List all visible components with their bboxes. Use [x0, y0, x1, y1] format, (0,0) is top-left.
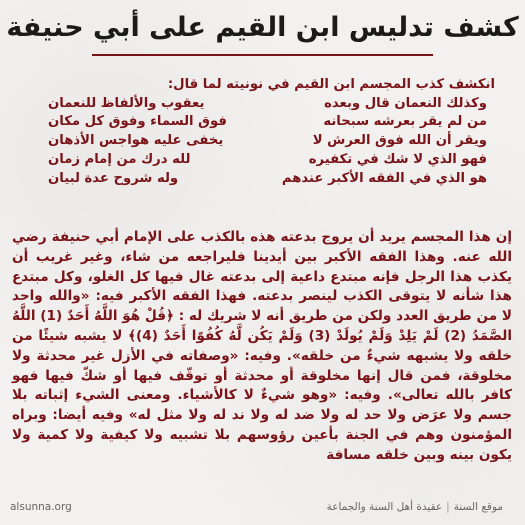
poem-intro: انكشف كذب المجسم ابن القيم في نونيته لما قال:	[167, 77, 495, 92]
poem-verse	[10, 170, 515, 189]
poem-verse	[10, 95, 515, 114]
verse-first-hemistich: ويقر أن الله فوق العرش لا	[312, 133, 487, 149]
verse-second-hemistich: يخفى عليه هواجس الأذهان	[48, 133, 224, 149]
footer-site-link[interactable]: alsunna.org	[10, 501, 72, 513]
body-paragraph: إن هذا المجسم يريد أن يروج بدعته هذه بالكذب على الإمام أبي حنيفة رضي الله عنه. وهذا الفقه الأكبر بين أيدينا فليراجعه من شاء، وغير غريب أن يكذب هذا الرجل فإنه مبتدع داعية إلى بدعته غال فيها كل الغلو، وكل مبتدع هذا شأنه لا يتوقى الكذب لينصر بدعته. فهذا الفقه الأكبر فيه: «والله واحد لا من طريق العدد ولكن من طريق أنه لا شريك له : ﴿قُلْ هُوَ اللَّهُ أَحَدٌ (1) اللَّهُ الصَّمَدُ (2) لَمْ يَلِدْ وَلَمْ يُولَدْ (3) وَلَمْ يَكُن لَّهُ كُفُوًا أَحَدٌ (4)﴾ لا يشبه شيئًا من خلقه ولا يشبهه شيءٌ من خلقه». وفيه: «وصفاته في الأزل غير محدثة ولا مخلوقة، فمن قال إنها مخلوقة أو محدثة أو توقّف فيها أو شكّ فيها فهو كافر بالله تعالى». وفيه: «وهو شيءٌ لا كالأشياء. ومعنى الشيء إثباته بلا جسم ولا عرَض ولا حد له ولا ضد له ولا ند له ولا مثل له» وفيه أيضا: وبراه المؤمنون وهم في الجنة بأعين رؤوسهم بلا تشبيه ولا كيفية ولا كمية ولا يكون بينه وبين خلقه مسافة	[12, 229, 513, 463]
verse-first-hemistich: هو الذي في الفقه الأكبر عندهم	[281, 170, 487, 186]
site-name: موقع السنة	[453, 501, 503, 513]
verse-second-hemistich: لله درك من إمام زمان	[48, 151, 191, 167]
verse-second-hemistich: يعقوب والألفاظ للنعمان	[48, 95, 205, 111]
footer-site-name	[327, 501, 503, 513]
title-underline	[92, 54, 433, 56]
site-tagline: عقيدة أهل السنة والجماعة	[326, 501, 443, 513]
poem-verse	[10, 132, 515, 151]
verse-second-hemistich: وله شروح عدة لبيان	[48, 170, 179, 186]
poem-verse	[10, 113, 515, 132]
verse-first-hemistich: من لم يقر بعرشه سبحانه	[323, 114, 487, 130]
footer	[0, 499, 525, 517]
verse-first-hemistich: فهو الذي لا شك في تكفيره	[308, 151, 487, 167]
poem-block	[10, 76, 515, 188]
page-title: كشف تدليس ابن القيم على أبي حنيفة	[6, 12, 519, 43]
footer-separator: |	[446, 501, 450, 513]
poem-verse	[10, 151, 515, 170]
verse-second-hemistich: فوق السماء وفوق كل مكان	[48, 114, 227, 130]
verse-first-hemistich: وكذلك النعمان قال وبعده	[324, 95, 487, 111]
